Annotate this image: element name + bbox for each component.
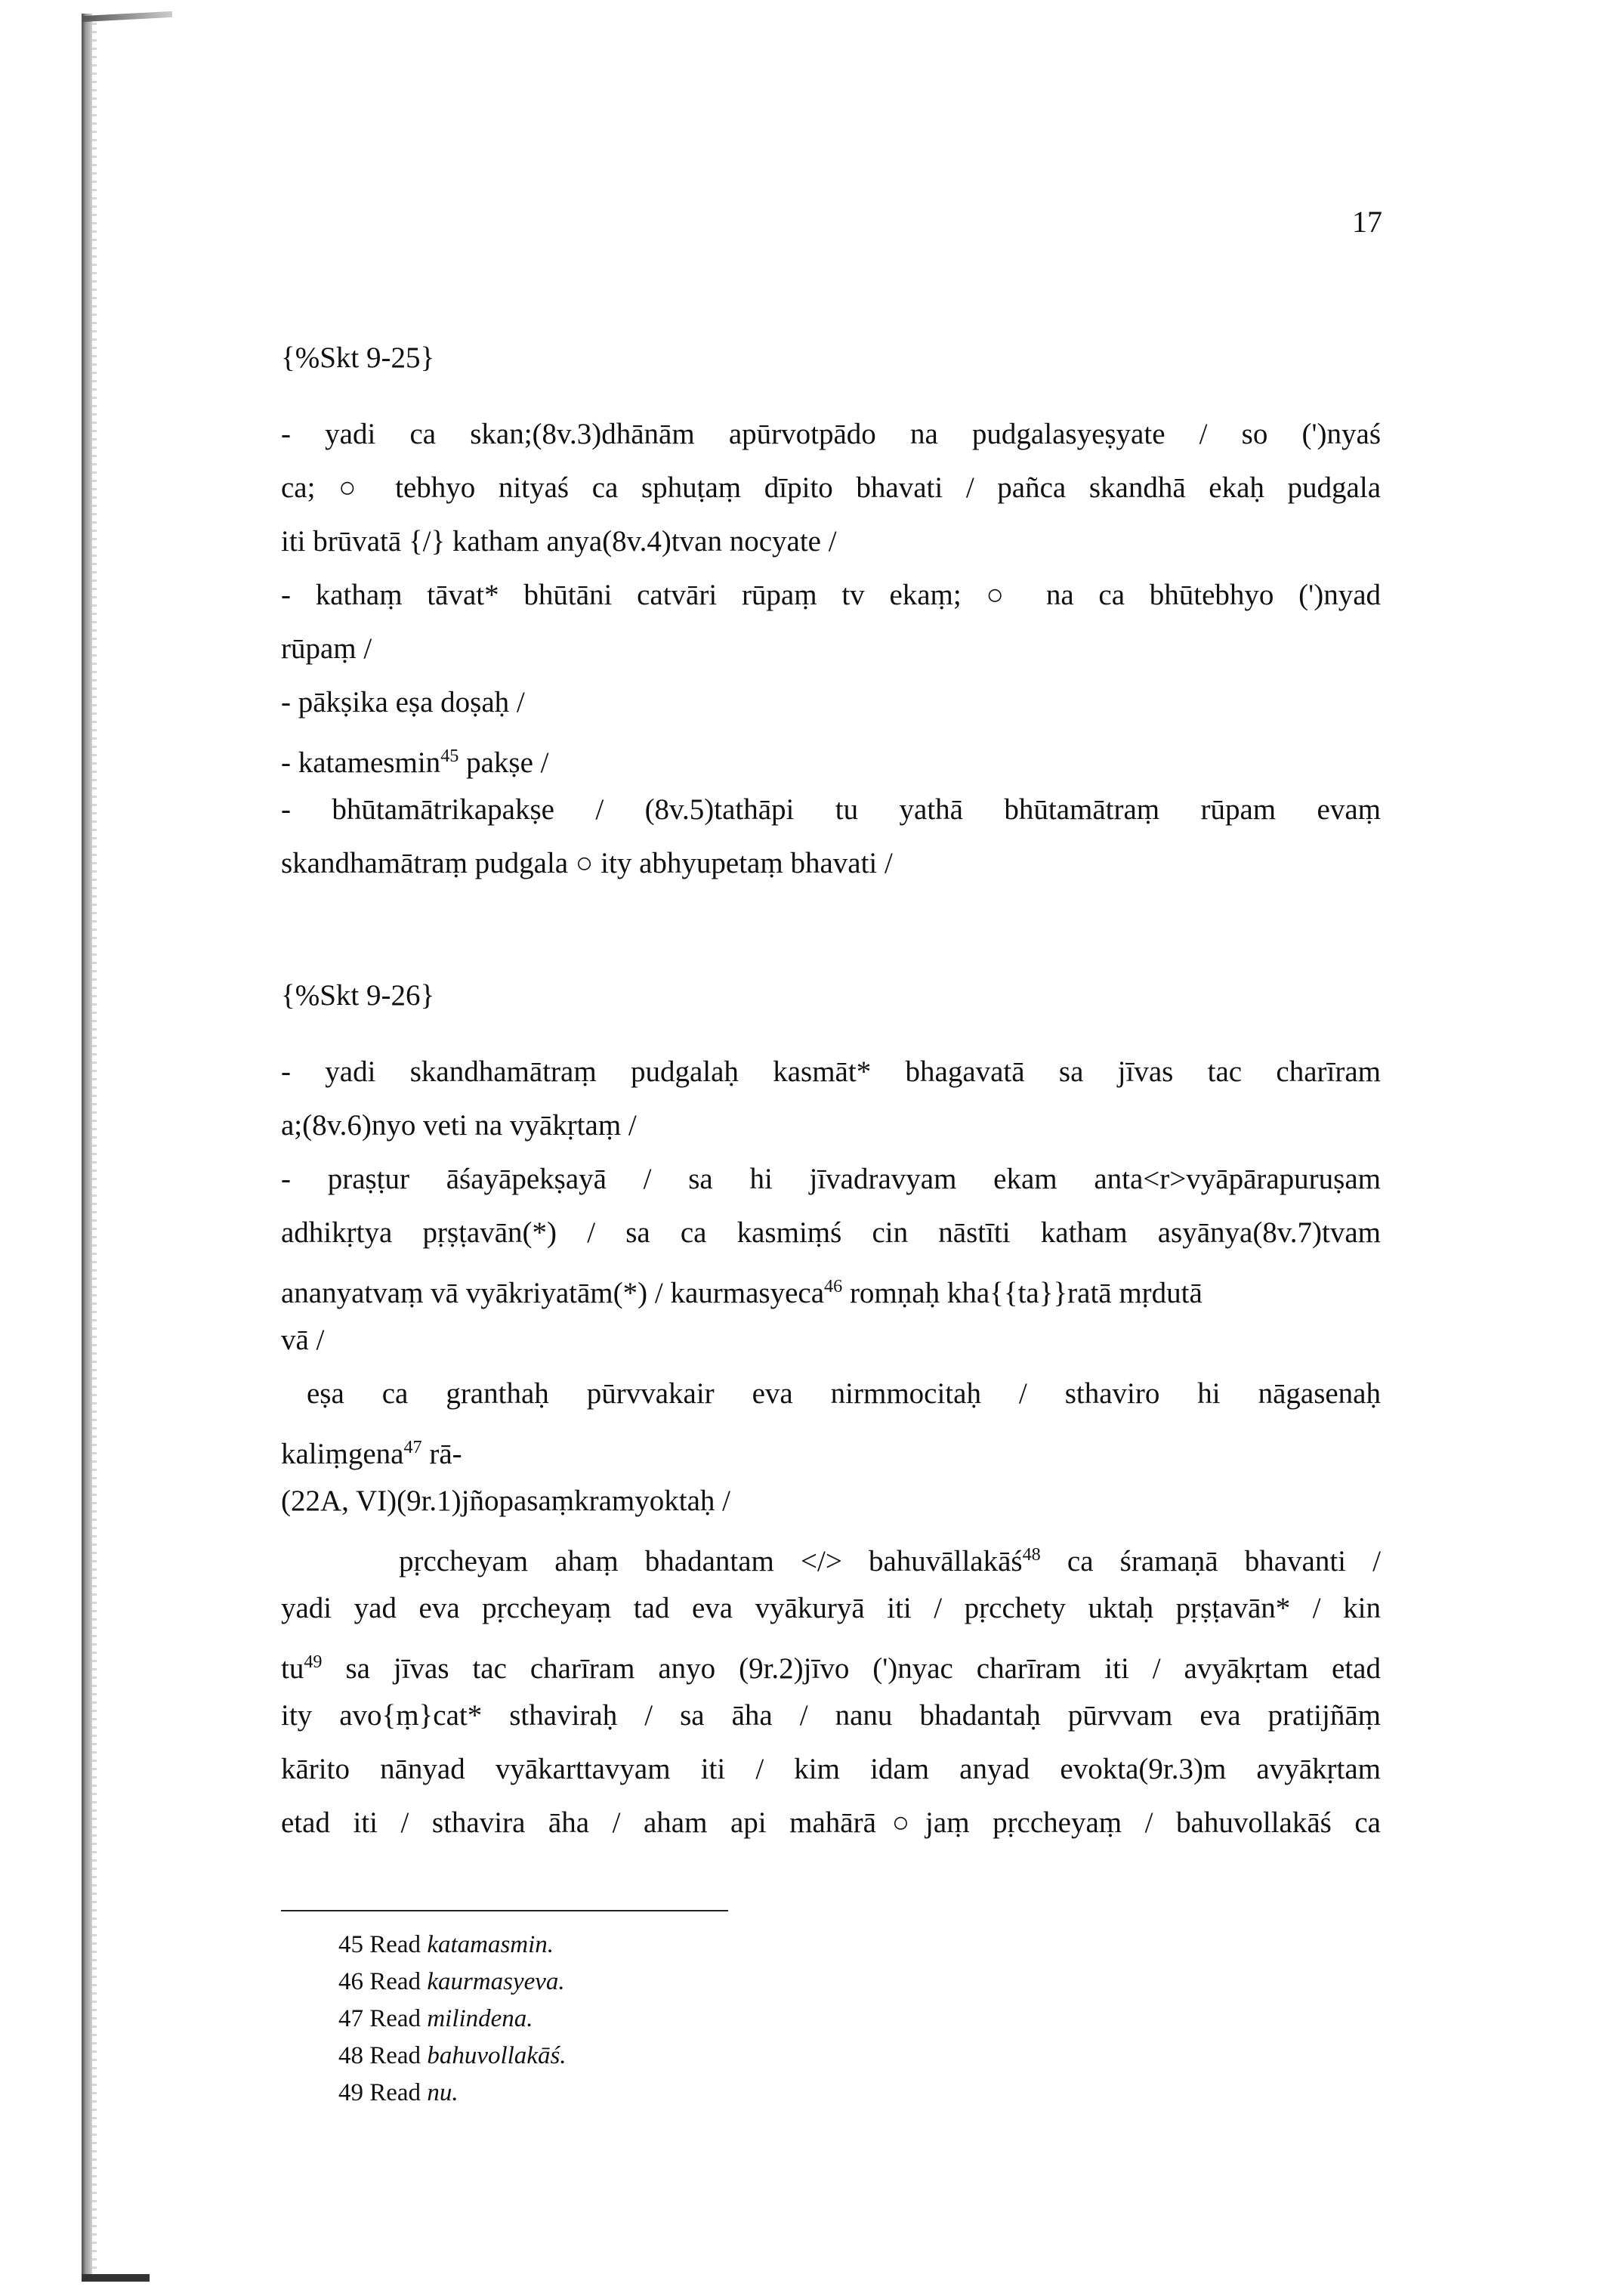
text-line [281,729,1381,783]
footnote-number: 45 [338,1931,363,1958]
footnotes [338,1927,567,2112]
text-line: iti brūvatā {/} katham anya(8v.4)tvan nocyate / [281,525,837,558]
text-line: vā / [281,1324,325,1356]
footnote-text: kaurmasyeva. [427,1968,565,1995]
footnote-prefix: Read [369,1968,421,1995]
text-line [281,1420,1381,1474]
text-segment: tu [281,1652,304,1685]
footnote-number: 47 [338,2005,363,2032]
footnote-text: bahuvollakāś. [427,2042,567,2069]
binding-bottom-shadow [82,2274,150,2282]
section-heading: {%Skt 9-26} [281,979,435,1012]
footnote-text: nu. [427,2079,458,2106]
section-heading: {%Skt 9-25} [281,341,435,374]
text-segment: romṇaḥ kha{{ta}}ratā mṛdutā [842,1277,1203,1309]
text-line: - kathaṃ tāvat* bhūtāni catvāri rūpaṃ tv ekaṃ; ○ na ca bhūtebhyo (')nyad [281,579,1381,611]
binding-edge-shadow [82,14,92,2276]
footnote [338,2001,567,2038]
page-number: 17 [1352,205,1382,239]
text-line: ity avo{ṃ}cat* sthaviraḥ / sa āha / nanu bhadantaḥ pūrvvam eva pratijñāṃ [281,1699,1381,1732]
footnote-ref-47: 47 [403,1437,422,1457]
text-segment: kaliṃgena [281,1438,404,1470]
footnote-ref-46: 46 [824,1276,843,1296]
text-line: - bhūtamātrikapakṣe / (8v.5)tathāpi tu yathā bhūtamātraṃ rūpam evaṃ [281,793,1381,826]
text-line: yadi yad eva pṛccheyaṃ tad eva vyākuryā iti / pṛcchety uktaḥ pṛṣṭavān* / kin [281,1592,1381,1624]
text-segment: pakṣe / [458,746,549,779]
text-segment: ca śramaṇā bhavanti / [1040,1545,1381,1578]
text-line: - pākṣika eṣa doṣaḥ / [281,686,525,718]
footnote [338,2075,567,2112]
text-line: a;(8v.6)nyo veti na vyākṛtaṃ / [281,1109,637,1142]
text-line: eṣa ca granthaḥ pūrvvakair eva nirmmocitaḥ / sthaviro hi nāgasenaḥ [307,1377,1381,1410]
text-line: (22A, VI)(9r.1)jñopasaṃkramyoktaḥ / [281,1485,730,1517]
footnote-number: 49 [338,2079,363,2106]
text-line: adhikṛtya pṛṣṭavān(*) / sa ca kasmiṃś cin nāstīti katham asyānya(8v.7)tvam [281,1216,1381,1249]
text-line: - yadi ca skan;(8v.3)dhānām apūrvotpādo na pudgalasyeṣyate / so (')nyaś [281,418,1381,450]
text-segment: sa jīvas tac charīram anyo (9r.2)jīvo (')nyac charīram iti / avyākṛtam etad [322,1652,1381,1685]
text-line: skandhamātraṃ pudgala ○ ity abhyupetaṃ bhavati / [281,847,893,879]
footnote-separator [281,1910,728,1911]
text-line: - yadi skandhamātraṃ pudgalaḥ kasmāt* bhagavatā sa jīvas tac charīram [281,1055,1381,1088]
text-line: rūpaṃ / [281,632,372,665]
footnote-ref-48: 48 [1022,1544,1041,1565]
footnote-number: 46 [338,1968,363,1995]
footnote-number: 48 [338,2042,363,2069]
footnote-ref-49: 49 [304,1652,323,1672]
text-line: kārito nānyad vyākarttavyam iti / kim idam anyad evokta(9r.3)m avyākṛtam [281,1753,1381,1785]
text-line [281,1635,1381,1689]
footnote [338,1927,567,1964]
text-segment: - katamesmin [281,746,441,779]
footnote-prefix: Read [369,2005,421,2032]
text-line [281,1259,1381,1313]
text-segment: pṛccheyam ahaṃ bhadantam </> bahuvāllakāś [399,1545,1023,1578]
binding-top-shadow [82,11,172,22]
footnote-ref-45: 45 [440,746,459,766]
footnote [338,1964,567,2001]
text-line: - praṣṭur āśayāpekṣayā / sa hi jīvadravyam ekam anta<r>vyāpārapuruṣam [281,1163,1381,1195]
text-line [281,1528,1381,1581]
footnote-prefix: Read [369,2042,421,2069]
section-skt-9-26 [281,969,1381,1849]
footnote [338,2038,567,2075]
text-segment: ananyatvaṃ vā vyākriyatām(*) / kaurmasyeca [281,1277,825,1309]
scan-speckle [92,23,97,2274]
text-segment: rā- [421,1438,462,1470]
footnote-prefix: Read [369,1931,421,1958]
text-line: ca; ○ tebhyo nityaś ca sphuṭaṃ dīpito bhavati / pañca skandhā ekaḥ pudgala [281,471,1381,504]
footnote-prefix: Read [369,2079,421,2106]
footnote-text: milindena. [427,2005,533,2032]
text-line: etad iti / sthavira āha / aham api mahārā○jaṃ pṛccheyaṃ / bahuvollakāś ca [281,1806,1381,1839]
footnote-text: katamasmin. [427,1931,554,1958]
section-skt-9-25 [281,331,1381,890]
